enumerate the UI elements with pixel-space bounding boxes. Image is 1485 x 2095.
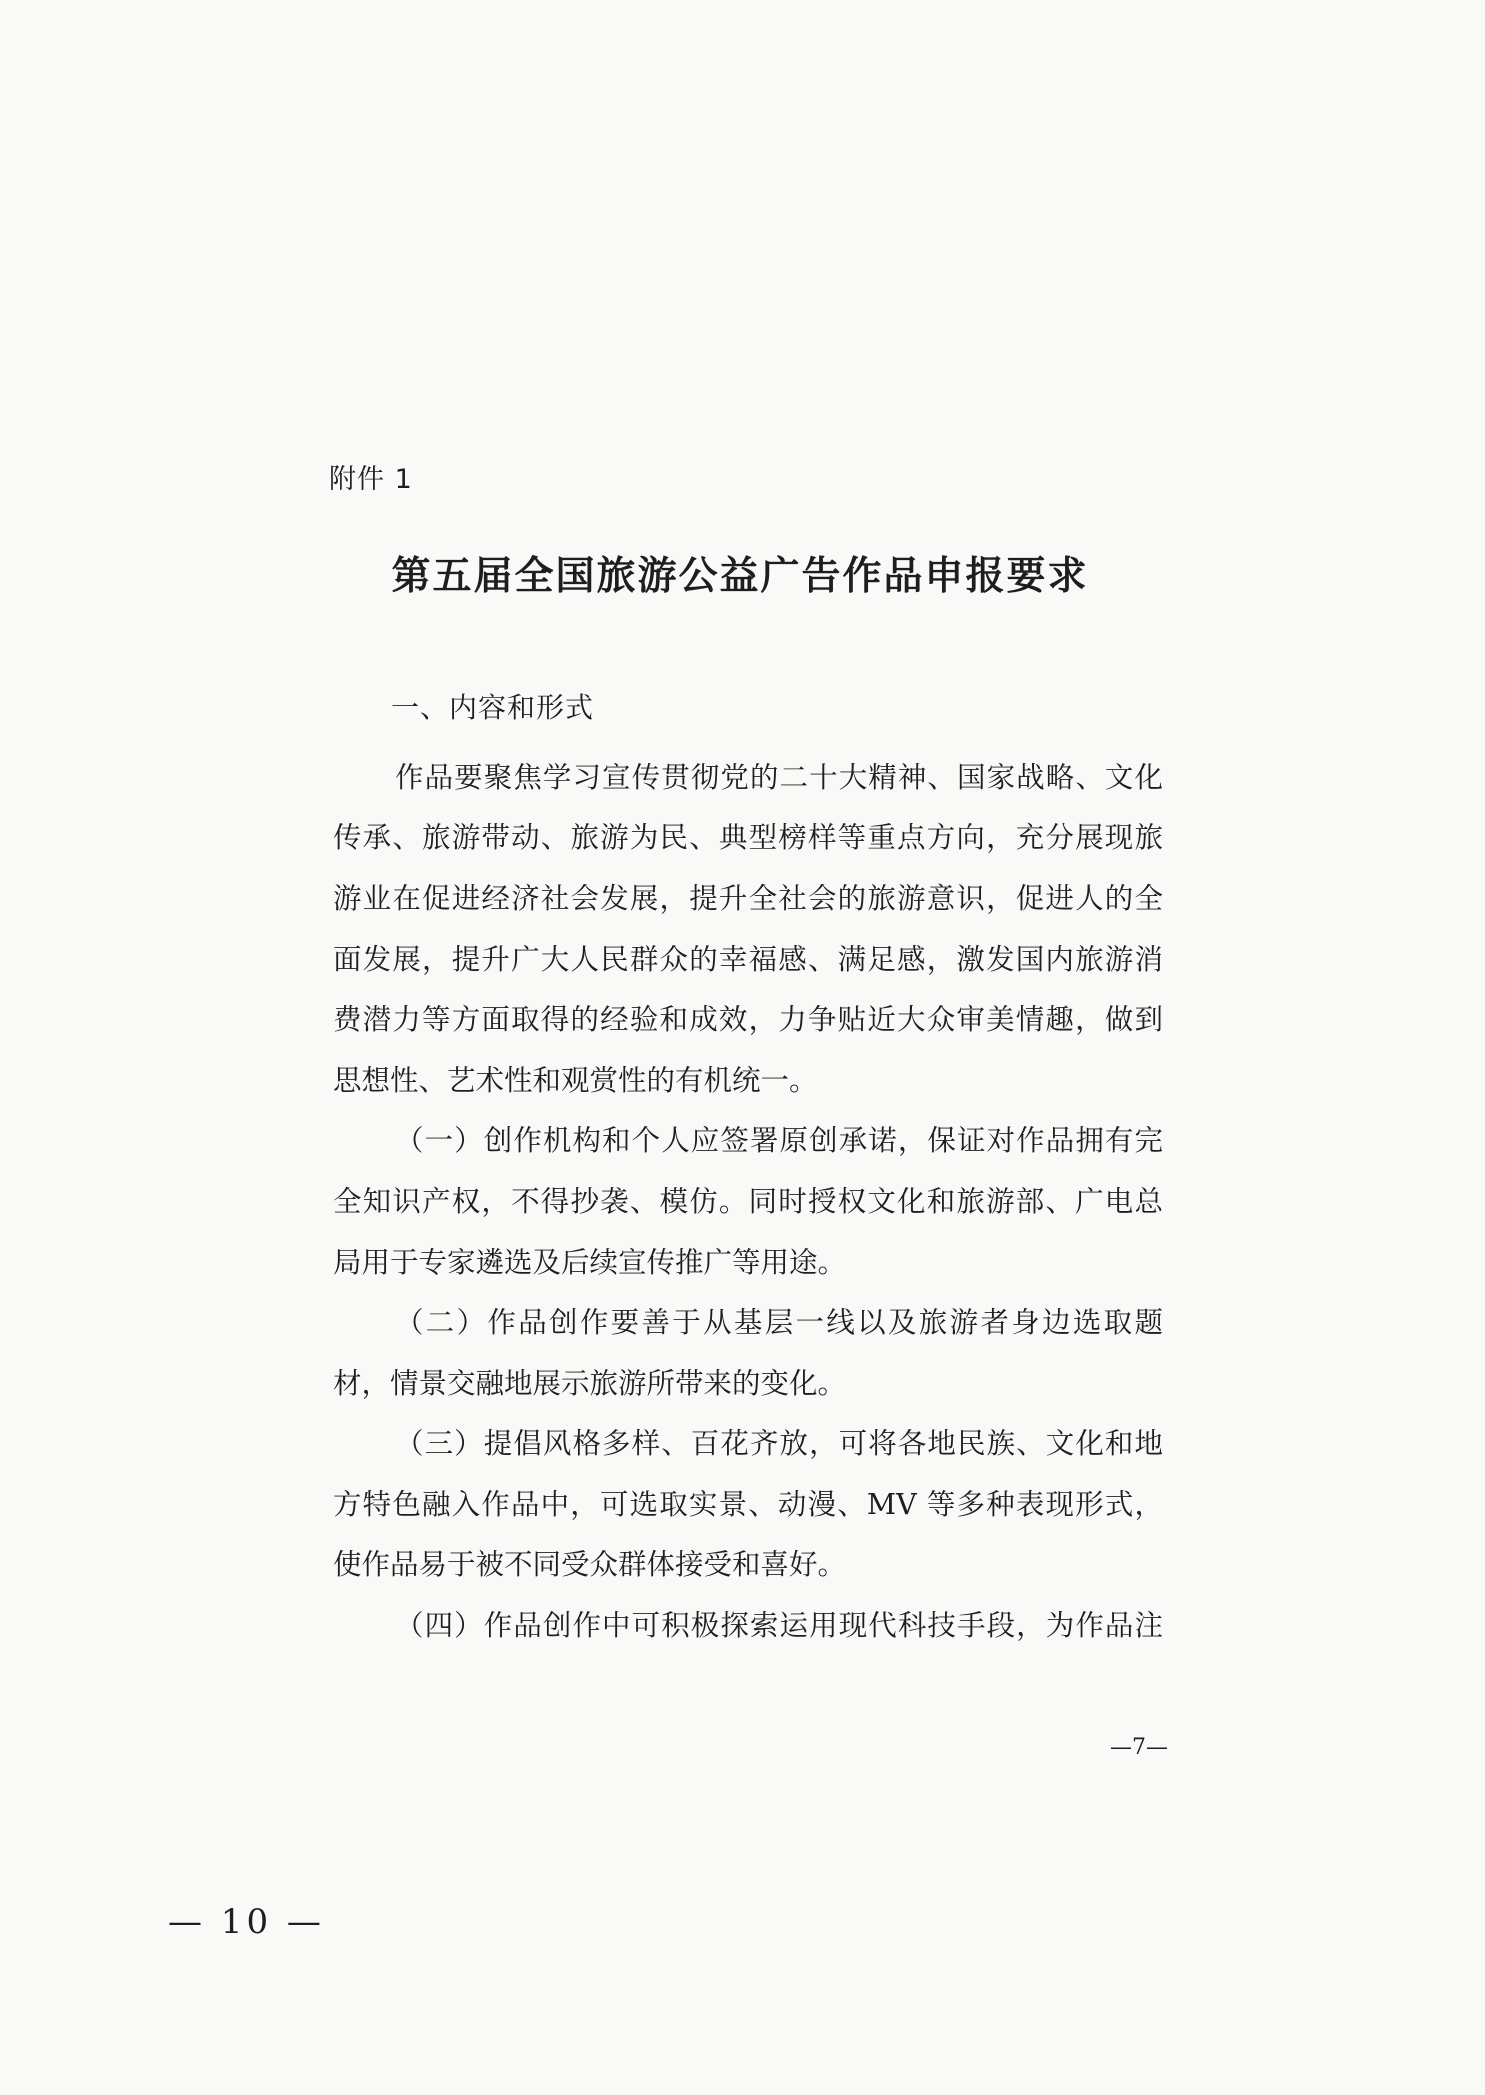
document-title: 第五届全国旅游公益广告作品申报要求 bbox=[391, 553, 1089, 599]
paragraph-line: （二）作品创作要善于从基层一线以及旅游者身边选取题 bbox=[395, 1306, 1163, 1339]
paragraph-line: 方特色融入作品中，可选取实景、动漫、MV 等多种表现形式， bbox=[333, 1488, 1163, 1521]
paragraph-line: （四）作品创作中可积极探索运用现代科技手段，为作品注 bbox=[395, 1609, 1163, 1642]
paragraph-line: 游业在促进经济社会发展，提升全社会的旅游意识，促进人的全 bbox=[333, 882, 1163, 915]
paragraph-line: 传承、旅游带动、旅游为民、典型榜样等重点方向，充分展现旅 bbox=[333, 821, 1163, 854]
paragraph-line: 使作品易于被不同受众群体接受和喜好。 bbox=[333, 1548, 847, 1581]
paragraph-line: （一）创作机构和个人应签署原创承诺，保证对作品拥有完 bbox=[395, 1124, 1163, 1157]
outer-page-number: — 10 — bbox=[168, 1902, 325, 1942]
paragraph-line: 材，情景交融地展示旅游所带来的变化。 bbox=[333, 1367, 847, 1400]
attachment-label: 附件 1 bbox=[329, 464, 413, 495]
paragraph-line: 面发展，提升广大人民群众的幸福感、满足感，激发国内旅游消 bbox=[333, 943, 1163, 976]
paragraph-line: （三）提倡风格多样、百花齐放，可将各地民族、文化和地 bbox=[395, 1427, 1163, 1460]
paragraph-line: 作品要聚焦学习宣传贯彻党的二十大精神、国家战略、文化 bbox=[395, 761, 1163, 794]
paragraph-line: 费潜力等方面取得的经验和成效，力争贴近大众审美情趣，做到 bbox=[333, 1003, 1163, 1036]
paragraph-line: 局用于专家遴选及后续宣传推广等用途。 bbox=[333, 1246, 847, 1279]
paragraph-line: 全知识产权，不得抄袭、模仿。同时授权文化和旅游部、广电总 bbox=[333, 1185, 1163, 1218]
section-heading: 一、内容和形式 bbox=[391, 691, 595, 724]
paragraph-line: 思想性、艺术性和观赏性的有机统一。 bbox=[333, 1064, 818, 1097]
inner-page-number: —7— bbox=[1110, 1735, 1168, 1760]
